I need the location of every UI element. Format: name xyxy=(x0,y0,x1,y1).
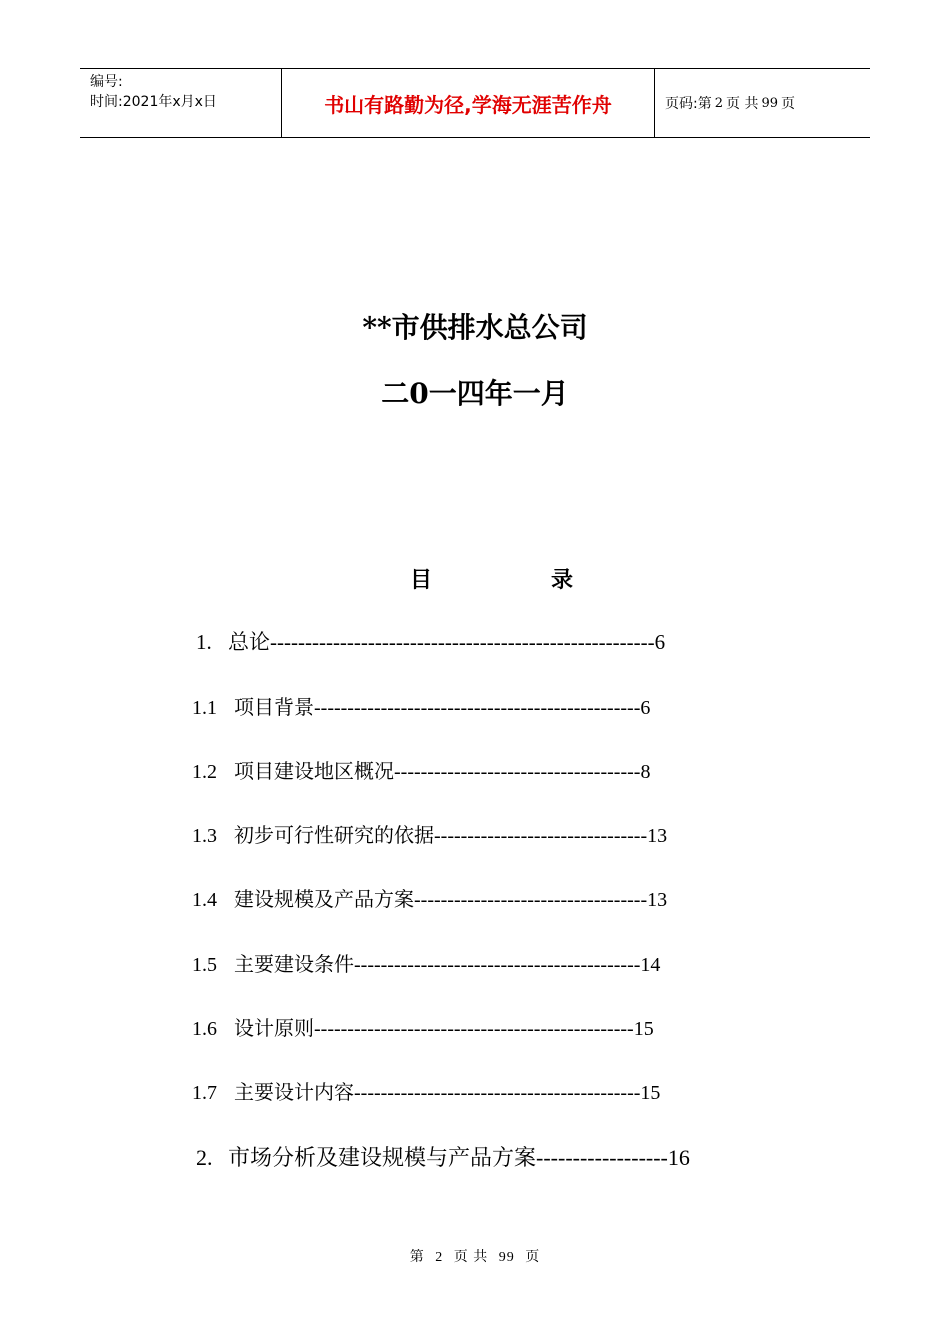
toc-item-page: 13 xyxy=(647,825,668,847)
toc-item-page: 15 xyxy=(633,1018,654,1040)
toc-item-page: 13 xyxy=(647,889,668,911)
footer-page-mid: 页 共 xyxy=(453,1250,489,1265)
header-motto: 书山有路勤为径,学海无涯苦作舟 xyxy=(282,69,655,137)
toc-item-number: 1.2 xyxy=(192,761,217,783)
toc-item-leader: -------------------------------- xyxy=(434,825,648,847)
toc-item-leader: ------------------------------------- xyxy=(394,761,641,783)
toc-item-page: 8 xyxy=(640,761,651,783)
header-page-mid: 页 共 xyxy=(726,96,759,112)
toc-item-number: 1.1 xyxy=(192,697,217,719)
toc-item-title: 主要建设条件 xyxy=(234,954,354,976)
toc-item-leader: ----------------------------------- xyxy=(414,889,648,911)
toc-item[interactable] xyxy=(192,948,660,977)
toc-item[interactable] xyxy=(192,691,650,720)
toc-item-number: 2. xyxy=(196,1145,213,1170)
toc-item[interactable] xyxy=(192,1012,654,1041)
toc-item-title: 设计原则 xyxy=(234,1018,314,1040)
toc-item[interactable] xyxy=(196,626,665,656)
toc-item-title: 项目背景 xyxy=(234,697,314,719)
toc-item-number: 1.5 xyxy=(192,954,217,976)
toc-item-number: 1.3 xyxy=(192,825,217,847)
toc-item-leader: ------------------------------------------- xyxy=(354,954,641,976)
header-page-suffix: 页 xyxy=(781,96,795,112)
toc-item-page: 6 xyxy=(640,697,651,719)
toc-item-title: 建设规模及产品方案 xyxy=(234,889,414,911)
toc-item-leader: ------------------------------------------------------- xyxy=(270,630,655,654)
toc-item-page: 6 xyxy=(654,630,666,654)
company-name: **市供排水总公司 xyxy=(362,311,588,344)
toc-item-page: 16 xyxy=(667,1145,690,1170)
toc-item[interactable] xyxy=(192,755,650,784)
toc-item-title: 初步可行性研究的依据 xyxy=(234,825,434,847)
page-footer xyxy=(0,1246,950,1266)
toc-item-number: 1.6 xyxy=(192,1018,217,1040)
footer-page-suffix: 页 xyxy=(525,1250,541,1265)
page-header xyxy=(80,68,870,138)
cover-date: 二0一四年一月 xyxy=(381,377,569,410)
toc-item-page: 15 xyxy=(640,1082,661,1104)
footer-page-total: 99 xyxy=(498,1250,515,1265)
header-page-prefix: 页码:第 xyxy=(665,96,712,112)
toc-title-right: 录 xyxy=(551,568,574,593)
toc-item-title: 项目建设地区概况 xyxy=(234,761,394,783)
footer-page-current: 2 xyxy=(435,1250,444,1265)
toc-item-leader: ------------------------------------------- xyxy=(354,1082,641,1104)
header-page-current: 2 xyxy=(714,95,723,111)
toc-item-leader: ------------------ xyxy=(536,1145,668,1170)
toc-title-left: 目 xyxy=(410,568,433,593)
toc-item-leader: ------------------------------------------------ xyxy=(314,1018,634,1040)
document-number-label: 编号: xyxy=(90,74,123,90)
toc-item[interactable] xyxy=(196,1141,690,1172)
toc-item-title: 总论 xyxy=(228,630,270,654)
toc-item-number: 1.4 xyxy=(192,889,217,911)
toc-item-title: 市场分析及建设规模与产品方案 xyxy=(228,1145,537,1170)
header-page-indicator xyxy=(655,69,870,137)
toc-item-leader: ------------------------------------------------- xyxy=(314,697,641,719)
toc-item-number: 1. xyxy=(196,630,212,654)
toc-item[interactable] xyxy=(192,1076,660,1105)
header-info-cell xyxy=(80,69,282,137)
document-time-label: 时间:2021年x月x日 xyxy=(90,94,217,110)
toc-item-title: 主要设计内容 xyxy=(234,1082,354,1104)
toc-item[interactable] xyxy=(192,819,667,848)
footer-page-prefix: 第 xyxy=(409,1250,425,1265)
header-page-total: 99 xyxy=(761,95,778,111)
toc-item-page: 14 xyxy=(640,954,661,976)
toc-item-number: 1.7 xyxy=(192,1082,217,1104)
toc-item[interactable] xyxy=(192,883,667,912)
